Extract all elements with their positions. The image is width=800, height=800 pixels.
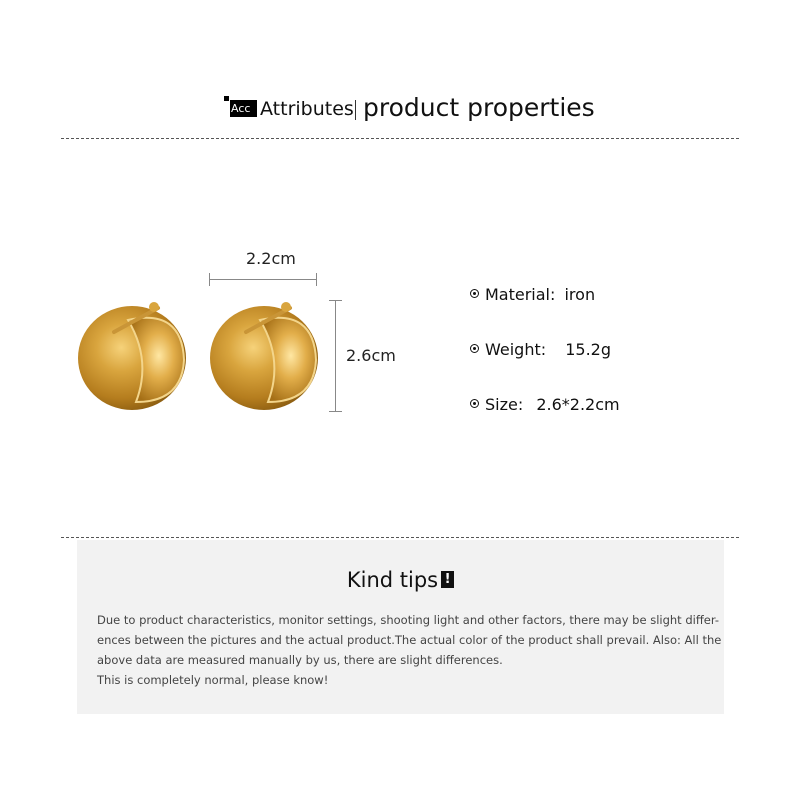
- attribute-label: Weight:: [485, 340, 547, 359]
- tips-line: This is completely normal, please know!: [97, 673, 329, 687]
- height-measure-label: 2.6cm: [346, 346, 396, 365]
- attribute-label: Material:: [485, 285, 556, 304]
- attribute-value: 15.2g: [565, 340, 612, 359]
- exclamation-icon: !: [441, 571, 454, 588]
- width-measure-label: 2.2cm: [246, 249, 296, 268]
- attribute-material: [470, 284, 595, 306]
- bullet-icon: [470, 399, 479, 408]
- tips-line: Due to product characteristics, monitor settings, shooting light and other factors, there may be slight differ-: [97, 613, 719, 627]
- earring-right: [210, 302, 318, 410]
- divider-bottom: [61, 537, 739, 538]
- tips-line: above data are measured manually by us, there are slight differences.: [97, 653, 503, 667]
- tips-line: ences between the pictures and the actual product.The actual color of the product shall prevail. Also: All the: [97, 633, 722, 647]
- kind-tips-heading: Kind tips: [346, 568, 439, 592]
- page-title: product properties: [363, 93, 595, 122]
- section-header: [0, 88, 800, 132]
- width-measure-line: [209, 272, 317, 286]
- header-attributes-label: Attributes: [260, 98, 354, 120]
- header-divider: [355, 100, 356, 120]
- kind-tips-text: [97, 610, 722, 690]
- attribute-value: iron: [564, 285, 596, 304]
- header-dot: [224, 96, 229, 101]
- bullet-icon: [470, 289, 479, 298]
- kind-tips-panel: [77, 540, 724, 714]
- attribute-size: [470, 394, 620, 416]
- header-badge: Acc: [230, 100, 257, 117]
- attribute-label: Size:: [485, 395, 524, 414]
- attribute-weight: [470, 339, 611, 361]
- kind-tips-title: [77, 566, 724, 594]
- height-measure-line: [328, 300, 342, 412]
- bullet-icon: [470, 344, 479, 353]
- earring-left: [78, 302, 186, 410]
- earrings-graphic: [70, 290, 330, 420]
- attribute-value: 2.6*2.2cm: [536, 395, 620, 414]
- divider-top: [61, 138, 739, 139]
